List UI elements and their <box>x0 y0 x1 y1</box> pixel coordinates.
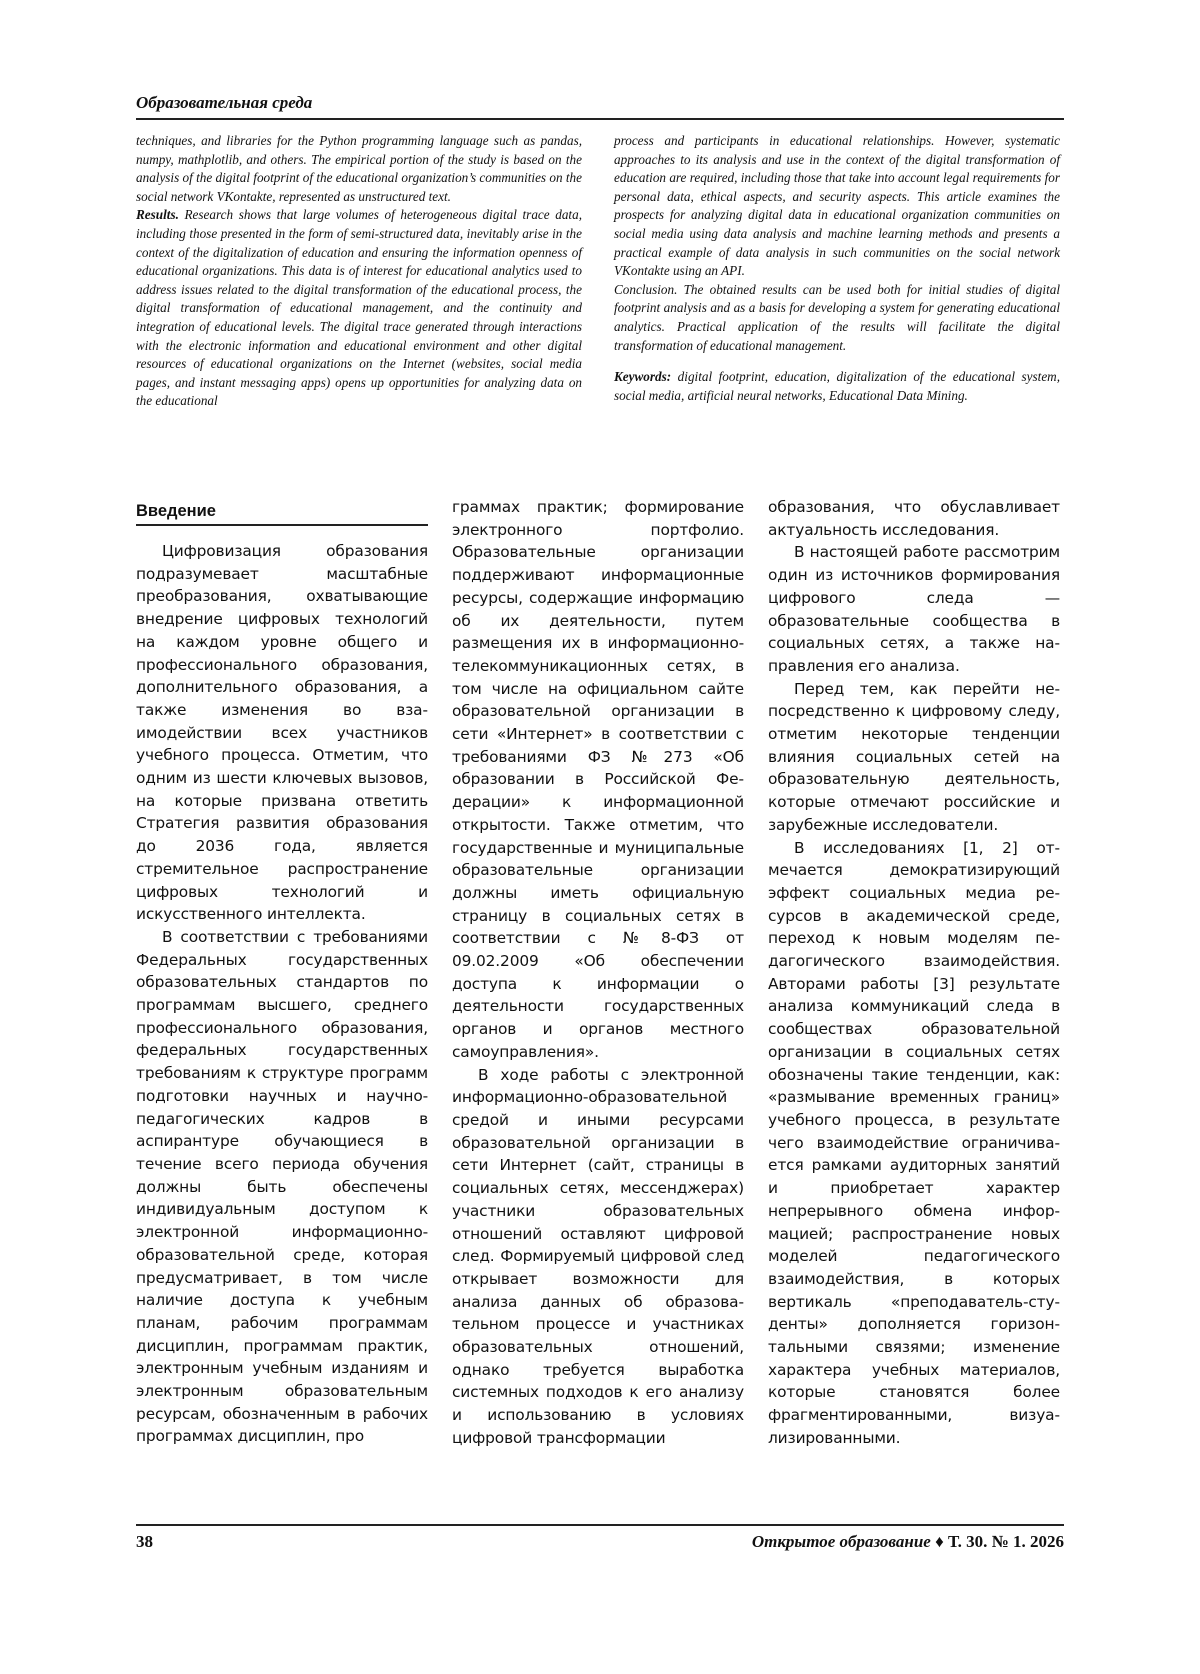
body-column-1 <box>136 540 428 1448</box>
abstract-results-paragraph <box>136 206 582 411</box>
page-number: 38 <box>136 1532 153 1551</box>
body-paragraph: граммах практик; формирование электронного портфолио. Образовательные организации поддерживают информационные ресурсы, содержащие информацию об их деятельности, путем размещения их в информационно-телекоммуникационных сетях, в том числе на официальном сайте образовательной организации в сети «Интернет» в соответствии с требованиями ФЗ №273 «Об образовании в Российской Федерации» к информационной открытости. Также отметим, что государственные и муниципальные образовательные организации должны иметь официальную страницу в социальных сетях в соответствии с №8-ФЗ от 09.02.2009 «Об обеспечении доступа к информации о деятельности государственных органов и органов местного самоуправления». <box>452 498 744 1061</box>
body-paragraph: В настоящей работе рассмотрим один из источников формирования цифрового следа — образовательные сообщества в социальных сетях, а также направления его анализа. <box>768 543 1060 675</box>
keywords-paragraph <box>614 368 1060 405</box>
abstract-results-continuation: process and participants in educational relationships. However, systematic approaches to its analysis and use in the context of the digital transformation of education are required, including those that take into account legal requirements for personal data, ethical aspects, and security aspects. This article examines the prospects for analyzing digital data in educational organization communities on social media using data analysis and machine learning methods and presents a practical example of data analysis in such communities on the social network VKontakte using an API. <box>614 133 1060 279</box>
body-paragraph: В соответствии с требованиями Федеральных государственных образовательных стандартов по программам высшего, среднего профессионального образования, федеральных государственных требованиям к структуре программ подготовки научных и научно-педагогических кадров в аспирантуре обучающиеся в течение всего периода обучения должны быть обеспечены индивидуальным доступом к электронной информационно-образовательной среде, которая предусматривает, в том числе наличие доступа к учебным планам, рабочим программам дисциплин, программам практик, электронным учебным изданиям и электронным образовательным ресурсам, обозначенным в рабочих программах дисциплин, про <box>136 927 428 1446</box>
abstract-conclusion-paragraph: Conclusion. The obtained results can be used both for initial studies of digital footprint analysis and as a basis for developing a system for generating educational analytics. Practical application of the results will facilitate the digital transformation of educational management. <box>614 281 1060 353</box>
section-heading-introduction: Введение <box>136 502 216 520</box>
journal-citation <box>752 1532 1064 1552</box>
keywords-label: Keywords: <box>614 369 672 385</box>
results-label: Results. <box>136 207 179 223</box>
body-column-3 <box>768 496 1060 1450</box>
keywords-text: digital footprint, education, digitalization of the educational system, social media, artificial neural networks, Educational Data Mining. <box>614 369 1060 403</box>
results-text: Research shows that large volumes of heterogeneous digital trace data, including those presented in the form of semi-structured data, inevitably arise in the context of the digitalization of education and ensuring the information openness of educational organizations. This data is of interest for educational analytics used to address issues related to the digital transformation of the educational process, the digital transformation of educational management, and the continuity and integration of educational levels. The digital trace generated through interactions with the electronic information and educational environment and other digital resources of educational organizations on the Internet (websites, social media pages, and instant messaging apps) opens up opportunities for analyzing data on the educational <box>136 207 582 409</box>
body-paragraph: В исследованиях [1, 2] отмечается демократизирующий эффект социальных медиа ресурсов в академической среде, переход к новым моделям педагогического взаимодействия. Авторами работы [3] результате анализа коммуникаций следа в сообществах образовательной организации в социальных сетях обозначены такие тенденции, как: «размывание временных границ» учебного процесса, в результате чего взаимодействие ограничивается рамками аудиторных занятий и приобретает характер непрерывного обмена информацией; распространение новых моделей педагогического взаимодействия, в которых вертикаль «преподаватель-студенты» дополняется горизонтальными связями; изменение характера учебных материалов, которые становятся более фрагментированными, визуализированными. <box>768 838 1060 1447</box>
running-header-section-title: Образовательная среда <box>136 93 313 112</box>
body-paragraph: Перед тем, как перейти непосредственно к цифровому следу, отметим некоторые тенденции влияния социальных сетей на образовательную деятельность, которые отмечают российские и зарубежные исследователи. <box>768 679 1060 834</box>
abstract-right-column <box>614 132 1060 405</box>
body-paragraph: образования, что обуславливает актуальность исследования. <box>768 498 1060 539</box>
journal-issue: Т. 30. № 1. 2026 <box>943 1532 1064 1551</box>
body-paragraph: В ходе работы с электронной информационно-образовательной средой и иными ресурсами образовательной организации в сети Интернет (сайт, страницы в социальных сетях, мессенджерах) участники образовательных отношений оставляют цифровой след. Формируемый цифровой след открывает возможности для анализа данных об образовательном процессе и участниках образовательных отношений, однако требуется выработка системных подходов к его анализу и использованию в условиях цифровой трансформации <box>452 1065 744 1447</box>
footer-divider <box>136 1524 1064 1526</box>
section-heading-rule <box>136 524 428 526</box>
body-column-2 <box>452 496 744 1450</box>
diamond-icon: ♦ <box>935 1532 944 1551</box>
header-divider <box>136 118 1064 120</box>
abstract-left-column <box>136 132 582 411</box>
abstract-methods-paragraph: techniques, and libraries for the Python programming language such as pandas, numpy, mathplotlib, and others. The empirical portion of the study is based on the analysis of the digital footprint of the educational organization’s communities on the social network VKontakte, represented as unstructured text. <box>136 133 582 204</box>
body-paragraph: Цифровизация образования подразумевает масштабные преобразования, охватывающие внедрение цифровых технологий на каждом уровне общего и профессионального образования, дополнительного образования, а также изменения во взаимодействии всех участников учебного процесса. Отметим, что одним из шести ключевых вызовов, на которые призвана ответить Стратегия развития образования до 2036 года, является стремительное распространение цифровых технологий и искусственного интеллекта. <box>136 542 428 924</box>
journal-name: Открытое образование <box>751 1532 931 1551</box>
